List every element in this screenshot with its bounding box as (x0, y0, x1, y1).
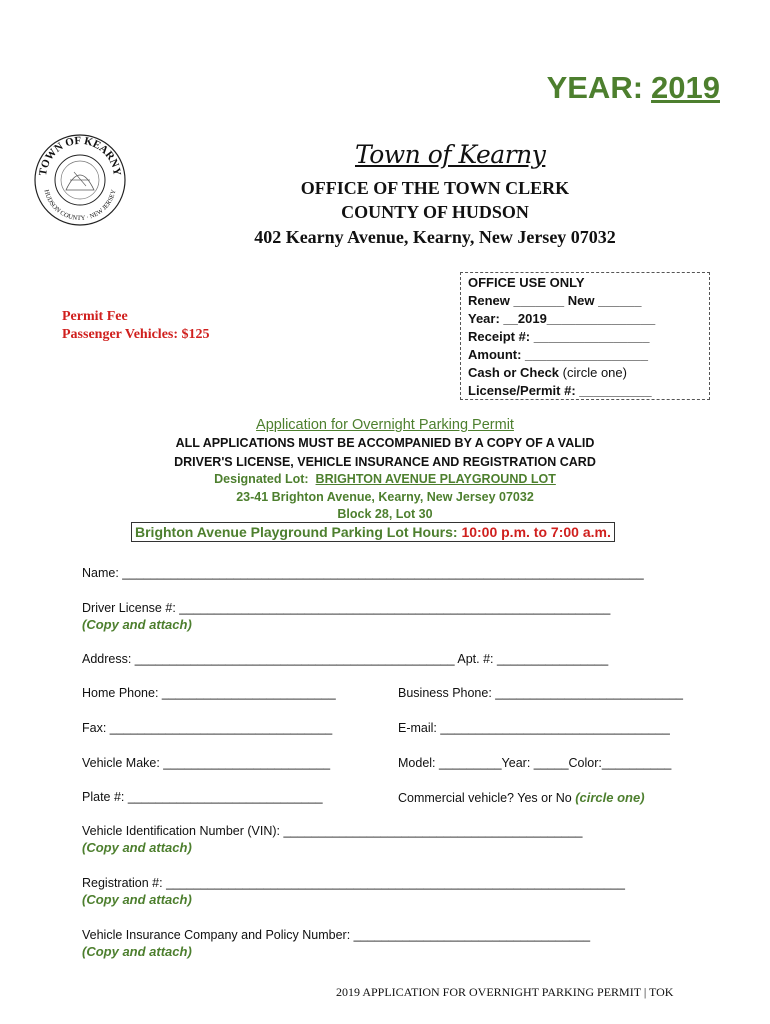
copy-attach-note: (Copy and attach) (82, 617, 192, 632)
lot-address: 23-41 Brighton Avenue, Kearny, New Jersey 07032 (236, 490, 534, 504)
town-script-title: Town of Kearny (355, 140, 546, 169)
plate-field[interactable]: Plate #: ____________________________ (82, 790, 323, 804)
insurance-field[interactable]: Vehicle Insurance Company and Policy Number: __________________________________ (82, 928, 591, 942)
email-field[interactable]: E-mail: _________________________________ (398, 721, 670, 735)
driver-license-field[interactable]: Driver License #: ______________________________________________________________ (82, 601, 611, 615)
designated-lot (0, 472, 770, 486)
commercial-vehicle-field[interactable] (398, 790, 645, 805)
home-phone-field[interactable]: Home Phone: _________________________ (82, 686, 336, 700)
office-use-license: License/Permit #: __________ (468, 383, 652, 398)
lot-hours (131, 522, 615, 542)
office-address: 402 Kearny Avenue, Kearny, New Jersey 07032 (254, 227, 616, 247)
address-field[interactable]: Address: ______________________________________________ Apt. #: ________________ (82, 652, 609, 666)
circle-one-note: (circle one) (562, 365, 627, 380)
vin-field[interactable]: Vehicle Identification Number (VIN): ___________________________________________ (82, 824, 583, 838)
office-use-box (460, 272, 710, 400)
requirement-line-2: DRIVER'S LICENSE, VEHICLE INSURANCE AND REGISTRATION CARD (174, 455, 596, 469)
lot-name: BRIGHTON AVENUE PLAYGROUND LOT (315, 472, 556, 486)
seal-top-text: TOWN OF KEARNY (36, 134, 124, 177)
cash-check-label: Cash or Check (468, 365, 560, 380)
office-use-heading: OFFICE USE ONLY (468, 275, 585, 290)
business-phone-field[interactable]: Business Phone: ___________________________ (398, 686, 683, 700)
office-line-2: COUNTY OF HUDSON (341, 202, 529, 222)
registration-field[interactable]: Registration #: __________________________________________________________________ (82, 876, 625, 890)
hours-value: 10:00 p.m. to 7:00 a.m. (461, 524, 611, 540)
hours-label: Brighton Avenue Playground Parking Lot Hours: (135, 524, 458, 540)
office-use-amount: Amount: _________________ (468, 347, 648, 362)
commercial-circle-one: (circle one) (575, 790, 645, 805)
office-use-payment (468, 365, 627, 380)
svg-text:TOWN OF KEARNY (37, 135, 123, 177)
office-use-renew: Renew _______ New ______ (468, 293, 642, 308)
copy-attach-note: (Copy and attach) (82, 892, 192, 907)
year-label: YEAR: (546, 70, 644, 105)
year-value: 2019 (651, 70, 720, 105)
copy-attach-note: (Copy and attach) (82, 840, 192, 855)
office-line-1: OFFICE OF THE TOWN CLERK (300, 178, 570, 198)
model-year-color-field[interactable]: Model: _________Year: _____Color:__________ (398, 756, 672, 770)
name-field[interactable]: Name: ___________________________________________________________________________ (82, 566, 644, 580)
requirement-line-1: ALL APPLICATIONS MUST BE ACCOMPANIED BY A COPY OF A VALID (175, 436, 595, 450)
copy-attach-note: (Copy and attach) (82, 944, 192, 959)
office-use-year: Year: __2019_______________ (468, 311, 656, 326)
commercial-question: Commercial vehicle? Yes or No (398, 791, 572, 805)
office-use-receipt: Receipt #: ________________ (468, 329, 650, 344)
lot-label: Designated Lot: (214, 472, 309, 486)
vehicle-make-field[interactable]: Vehicle Make: ________________________ (82, 756, 331, 770)
year-heading (547, 70, 720, 106)
permit-fee (62, 308, 210, 344)
permit-fee-title: Permit Fee (62, 309, 128, 324)
seal-bottom-text: HUDSON COUNTY · NEW JERSEY (42, 188, 118, 223)
fax-field[interactable]: Fax: ________________________________ (82, 721, 333, 735)
page-footer: 2019 APPLICATION FOR OVERNIGHT PARKING PERMIT | TOK (336, 985, 674, 999)
application-title: Application for Overnight Parking Permit (256, 417, 514, 433)
permit-fee-line: Passenger Vehicles: $125 (62, 327, 210, 342)
lot-block: Block 28, Lot 30 (337, 507, 433, 521)
